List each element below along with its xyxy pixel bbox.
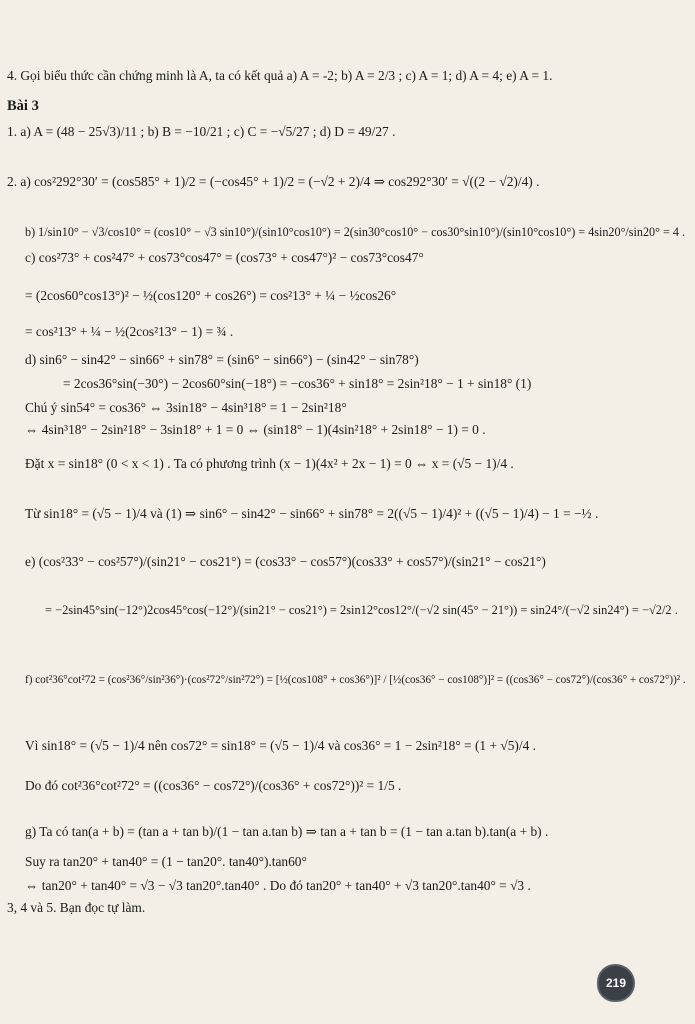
line-3-2c-3: = cos²13° + ¼ − ½(2cos²13° − 1) = ¾ . [25,324,234,339]
line-3-2e-2: = −2sin45°sin(−12°)2cos45°cos(−12°)/(sin21° − cos21°) = 2sin12°cos12°/(−√2 sin(45° − 21°)) = sin24°/(−√2 sin24°) = −√2/2 . [45,603,678,617]
line-3-2f-2: Vì sin18° = (√5 − 1)/4 nên cos72° = sin18° = (√5 − 1)/4 và cos36° = 1 − 2sin²18° = (1 + √5)/4 . [25,738,536,753]
line-3-2c-2: = (2cos60°cos13°)² − ½(cos120° + cos26°) = cos²13° + ¼ − ½cos26° [25,288,397,303]
line-3-2g-1: g) Ta có tan(a + b) = (tan a + tan b)/(1 − tan a.tan b) ⇒ tan a + tan b = (1 − tan a.tan b).tan(a + b) . [25,824,549,839]
line-3-345: 3, 4 và 5. Bạn đọc tự làm. [7,900,146,915]
line-3-2f-3: Do đó cot²36°cot²72° = ((cos36° − cos72°)/(cos36° + cos72°))² = 1/5 . [25,778,402,793]
line-3-2e-1: e) (cos²33° − cos²57°)/(sin21° − cos21°) = (cos33° − cos57°)(cos33° + cos57°)/(sin21° − cos21°) [25,554,546,569]
line-3-2d-6: Từ sin18° = (√5 − 1)/4 và (1) ⇒ sin6° − sin42° − sin66° + sin78° = 2((√5 − 1)/4)² + ((√5 − 1)/4) − 1 = −½ . [25,506,599,521]
line-3-2d-5: Đặt x = sin18° (0 < x < 1) . Ta có phương trình (x − 1)(4x² + 2x − 1) = 0 ⇔ x = (√5 − 1)/4 . [25,456,514,471]
line-3-2a: 2. a) cos²292°30′ = (cos585° + 1)/2 = (−cos45° + 1)/2 = (−√2 + 2)/4 ⇒ cos292°30′ = √((2 − √2)/4) . [7,174,540,189]
page-number-badge: 219 [599,966,633,1000]
line-3-2f-1: f) cot²36°cot²72 = (cos²36°/sin²36°)·(cos²72°/sin²72°) = [½(cos108° + cos36°)]² / [½(cos36° − cos108°)]² = ((cos36° − cos72°)/(cos36° + cos72°))² . [25,674,686,686]
line-3-1: 1. a) A = (48 − 25√3)/11 ; b) B = −10/21 ; c) C = −√5/27 ; d) D = 49/27 . [7,124,396,139]
line-3-2b: b) 1/sin10° − √3/cos10° = (cos10° − √3 sin10°)/(sin10°cos10°) = 2(sin30°cos10° − cos30°sin10°)/(sin10°cos10°) = 4sin20°/sin20° = 4 . [25,225,686,239]
line-3-2g-2: Suy ra tan20° + tan40° = (1 − tan20°. tan40°).tan60° [25,854,307,869]
line-3-2d-3: Chú ý sin54° = cos36° ⇔ 3sin18° − 4sin³18° = 1 − 2sin²18° [25,400,347,415]
line-3-2d-2: = 2cos36°sin(−30°) − 2cos60°sin(−18°) = −cos36° + sin18° = 2sin²18° − 1 + sin18° (1) [63,376,532,391]
line-3-2c-1: c) cos²73° + cos²47° + cos73°cos47° = (cos73° + cos47°)² − cos73°cos47° [25,250,424,265]
section-heading: Bài 3 [7,98,39,114]
line-4: 4. Gọi biểu thức cần chứng minh là A, ta có kết quả a) A = -2; b) A = 2/3 ; c) A = 1; d) A = 4; e) A = 1. [7,68,553,83]
line-3-2g-3: ⇔ tan20° + tan40° = √3 − √3 tan20°.tan40° . Do đó tan20° + tan40° + √3 tan20°.tan40° = √3 . [25,878,531,893]
line-3-2d-1: d) sin6° − sin42° − sin66° + sin78° = (sin6° − sin66°) − (sin42° − sin78°) [25,352,419,367]
line-3-2d-4: ⇔ 4sin³18° − 2sin²18° − 3sin18° + 1 = 0 ⇔ (sin18° − 1)(4sin²18° + 2sin18° − 1) = 0 . [25,422,486,437]
